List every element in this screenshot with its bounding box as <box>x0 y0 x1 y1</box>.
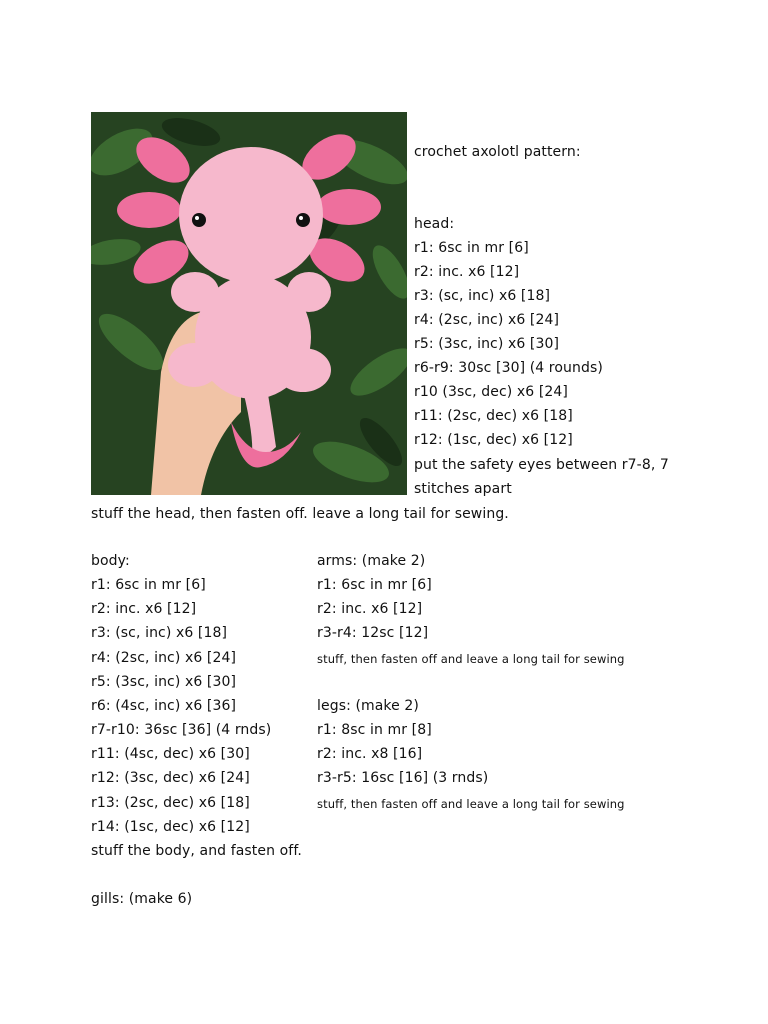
head-note: stitches apart <box>414 481 512 497</box>
head-row: r2: inc. x6 [12] <box>414 264 520 280</box>
body-row: r14: (1sc, dec) x6 [12] <box>91 819 250 835</box>
head-row: r4: (2sc, inc) x6 [24] <box>414 312 560 328</box>
body-row: r2: inc. x6 [12] <box>91 601 197 617</box>
body-row: r13: (2sc, dec) x6 [18] <box>91 795 250 811</box>
pattern-title: crochet axolotl pattern: <box>414 144 581 160</box>
legs-row: r2: inc. x8 [16] <box>317 746 423 762</box>
head-heading: head: <box>414 216 455 232</box>
body-heading: body: <box>91 553 130 569</box>
head-row: r5: (3sc, inc) x6 [30] <box>414 336 560 352</box>
legs-row: r3-r5: 16sc [16] (3 rnds) <box>317 770 489 786</box>
head-finish: stuff the head, then fasten off. leave a long tail for sewing. <box>91 506 509 522</box>
gills-heading: gills: (make 6) <box>91 891 193 907</box>
body-row: r1: 6sc in mr [6] <box>91 577 206 593</box>
legs-row: r1: 8sc in mr [8] <box>317 722 432 738</box>
axolotl-photo <box>91 112 407 495</box>
legs-heading: legs: (make 2) <box>317 698 419 714</box>
body-row: r5: (3sc, inc) x6 [30] <box>91 674 237 690</box>
body-row: r3: (sc, inc) x6 [18] <box>91 625 228 641</box>
head-row: r10 (3sc, dec) x6 [24] <box>414 384 568 400</box>
arms-row: r1: 6sc in mr [6] <box>317 577 432 593</box>
head-row: r11: (2sc, dec) x6 [18] <box>414 408 573 424</box>
head-row: r1: 6sc in mr [6] <box>414 240 529 256</box>
legs-finish: stuff, then fasten off and leave a long tail for sewing <box>317 797 625 811</box>
head-row: r6-r9: 30sc [30] (4 rounds) <box>414 360 603 376</box>
head-note: put the safety eyes between r7-8, 7 <box>414 457 669 473</box>
body-row: r11: (4sc, dec) x6 [30] <box>91 746 250 762</box>
body-row: r7-r10: 36sc [36] (4 rnds) <box>91 722 272 738</box>
arms-row: r2: inc. x6 [12] <box>317 601 423 617</box>
arms-row: r3-r4: 12sc [12] <box>317 625 429 641</box>
body-row: r6: (4sc, inc) x6 [36] <box>91 698 237 714</box>
head-row: r3: (sc, inc) x6 [18] <box>414 288 551 304</box>
body-row: r12: (3sc, dec) x6 [24] <box>91 770 250 786</box>
axolotl-plush-illustration <box>91 112 407 495</box>
body-finish: stuff the body, and fasten off. <box>91 843 302 859</box>
head-row: r12: (1sc, dec) x6 [12] <box>414 432 573 448</box>
arms-heading: arms: (make 2) <box>317 553 426 569</box>
body-row: r4: (2sc, inc) x6 [24] <box>91 650 237 666</box>
arms-finish: stuff, then fasten off and leave a long tail for sewing <box>317 652 625 666</box>
